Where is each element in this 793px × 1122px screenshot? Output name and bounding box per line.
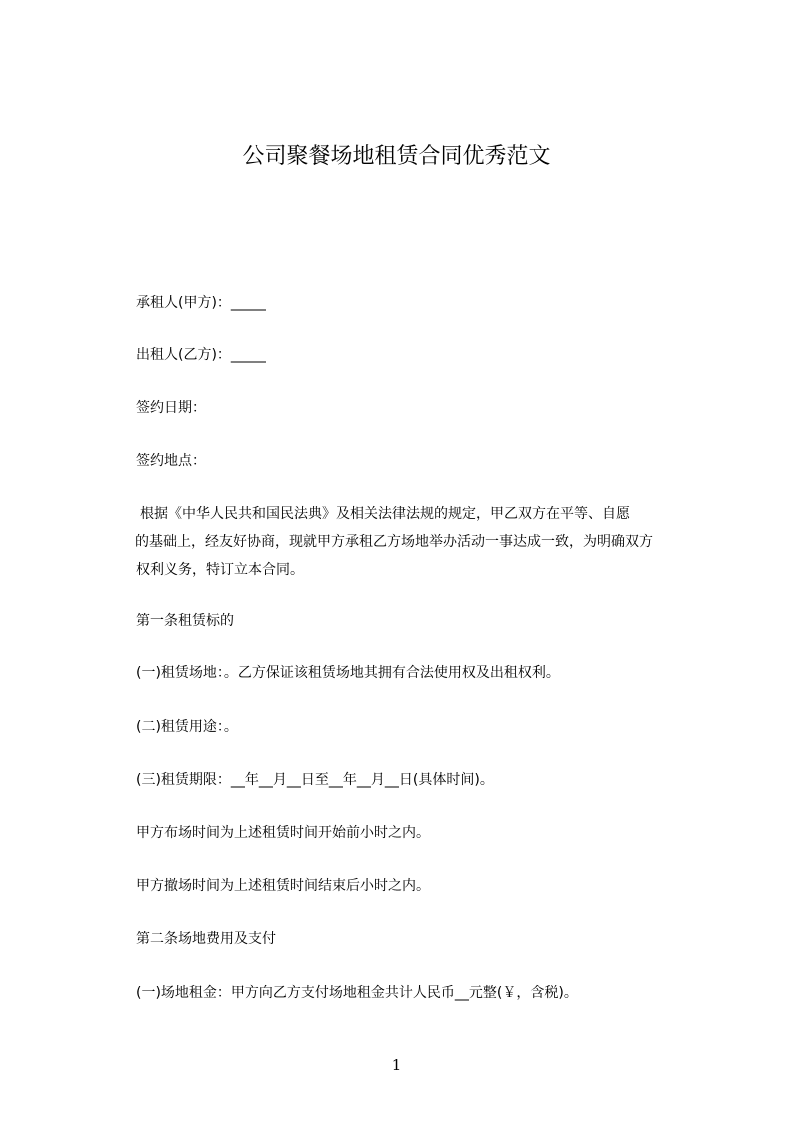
teardown-time-line: 甲方撤场时间为上述租赁时间结束后小时之内。 — [136, 878, 430, 894]
lessor-line: 出租人(乙方)：_____ — [136, 347, 266, 363]
signing-place-line: 签约地点： — [136, 453, 206, 469]
clause-1-item-3: (三)租赁期限：__年__月__日至__年__月__日(具体时间)。 — [136, 772, 494, 788]
document-title: 公司聚餐场地租赁合同优秀范文 — [242, 144, 551, 169]
intro-line-1: 根据《中华人民共和国民法典》及相关法律法规的规定，甲乙双方在平等、自愿 — [140, 506, 630, 522]
signing-date-line: 签约日期： — [136, 400, 206, 416]
intro-line-3: 权利义务，特订立本合同。 — [136, 562, 304, 578]
intro-line-2: 的基础上，经友好协商，现就甲方承租乙方场地举办活动一事达成一致，为明确双方 — [135, 534, 653, 550]
clause-1-heading: 第一条租赁标的 — [136, 613, 234, 629]
page-number: 1 — [391, 1056, 402, 1074]
clause-1-item-2: (二)租赁用途：。 — [136, 719, 238, 735]
lessee-line: 承租人(甲方)：_____ — [136, 295, 266, 311]
clause-1-item-1: (一)租赁场地：。乙方保证该租赁场地其拥有合法使用权及出租权利。 — [136, 665, 560, 681]
clause-2-item-1: (一)场地租金：甲方向乙方支付场地租金共计人民币__元整(￥，含税)。 — [136, 985, 578, 1001]
clause-2-heading: 第二条场地费用及支付 — [136, 931, 276, 947]
setup-time-line: 甲方布场时间为上述租赁时间开始前小时之内。 — [136, 825, 430, 841]
intro-paragraph — [136, 500, 696, 584]
